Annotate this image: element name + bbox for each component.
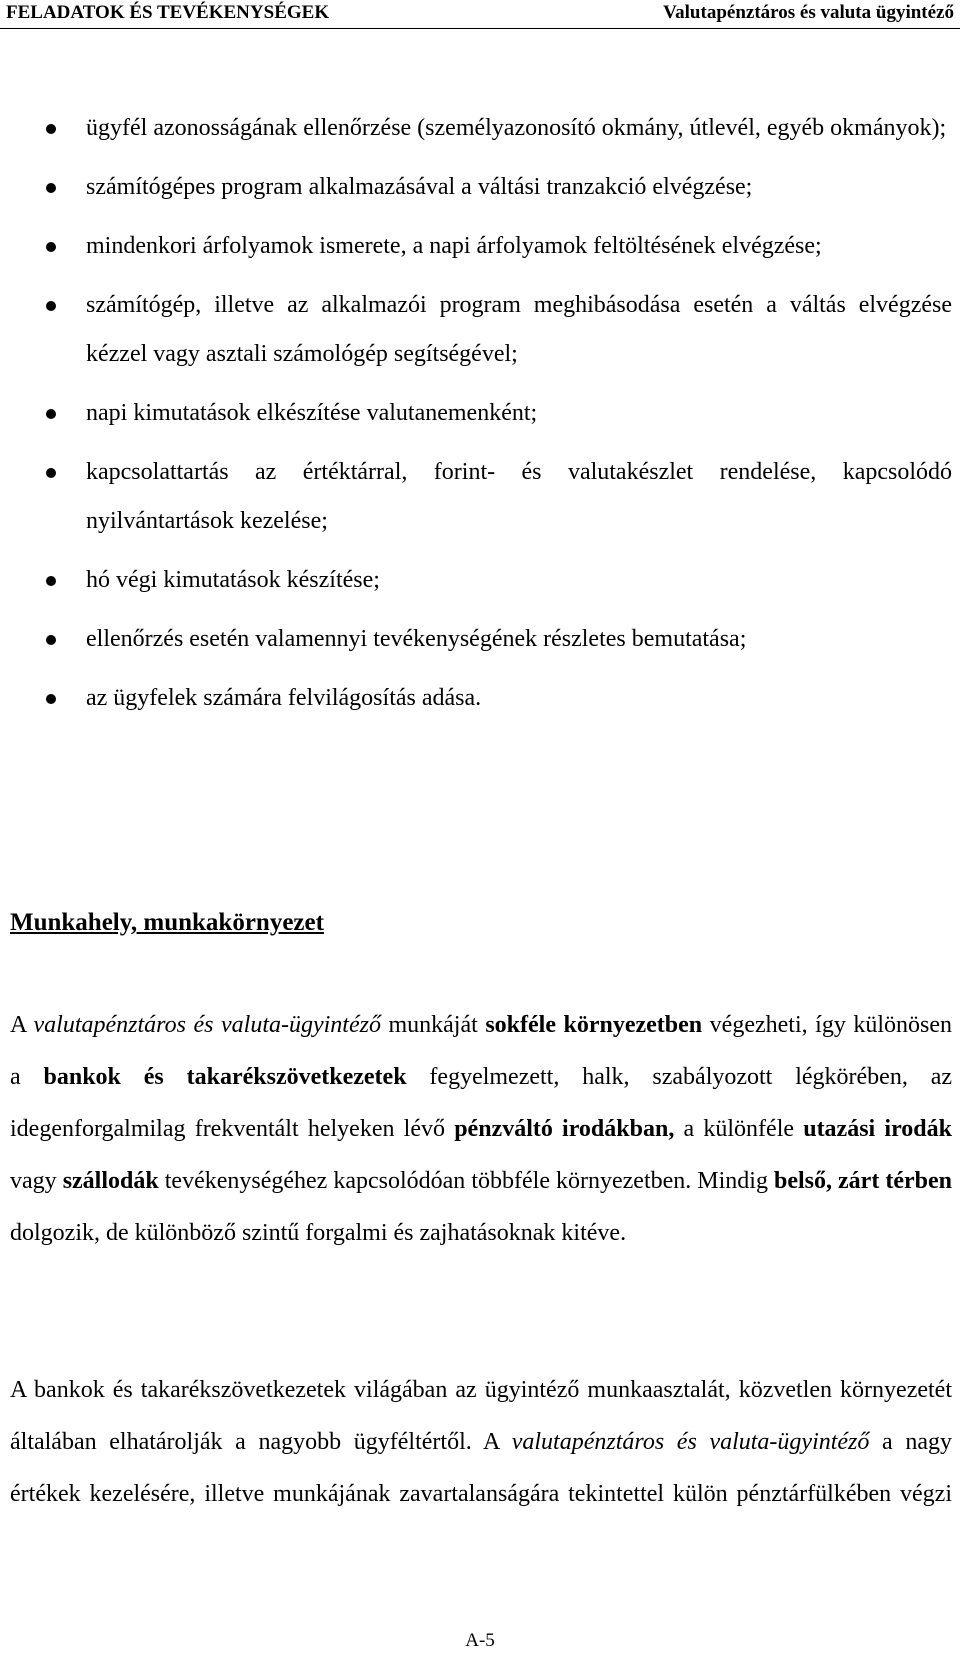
- list-item: ügyfél azonosságának ellenőrzése (személyazonosító okmány, útlevél, egyéb okmányok);: [0, 104, 960, 153]
- section-heading: Munkahely, munkakörnyezet: [10, 909, 324, 936]
- bullet-icon: [46, 301, 56, 311]
- header-document-title: Valutapénztáros és valuta ügyintéző: [663, 2, 954, 23]
- list-item: az ügyfelek számára felvilágosítás adása.: [0, 674, 960, 723]
- bullet-icon: [46, 694, 56, 704]
- list-item: mindenkori árfolyamok ismerete, a napi árfolyamok feltöltésének elvégzése;: [0, 222, 960, 271]
- bullet-icon: [46, 124, 56, 134]
- list-item: számítógépes program alkalmazásával a váltási tranzakció elvégzése;: [0, 163, 960, 212]
- bullet-icon: [46, 576, 56, 586]
- bullet-icon: [46, 635, 56, 645]
- page-number: A-5: [465, 1630, 495, 1651]
- bullet-icon: [46, 468, 56, 478]
- list-item: kapcsolattartás az értéktárral, forint- és valutakészlet rendelése, kapcsolódó nyilvántartások kezelése;: [0, 448, 960, 546]
- header-section-title: FELADATOK ÉS TEVÉKENYSÉGEK: [6, 2, 330, 23]
- list-item: számítógép, illetve az alkalmazói program meghibásodása esetén a váltás elvégzése kézzel vagy asztali számológép segítségével;: [0, 281, 960, 379]
- paragraph-workplace: A valutapénztáros és valuta-ügyintéző munkáját sokféle környezetben végezheti, így különösen a bankok és takarékszövetkezetek fegyelmezett, halk, szabályozott légkörében, az idegenforgalmilag frekventált helyeken lévő pénzváltó irodákban, a különféle utazási irodák vagy szállodák tevékenységéhez kapcsolódóan többféle környezetben. Mindig belső, zárt térben dolgozik, de különböző szintű forgalmi és zajhatásoknak kitéve.: [10, 1012, 953, 1246]
- paragraph-banks: A bankok és takarékszövetkezetek világában az ügyintéző munkaasztalát, közvetlen környezetét általában elhatárolják a nagyobb ügyféltértől. A valutapénztáros és valuta-ügyintéző a nagy értékek kezelésére, illetve munkájának zavartalanságára tekintettel külön pénztárfülkében végzi: [10, 1377, 953, 1507]
- list-item: ellenőrzés esetén valamennyi tevékenységének részletes bemutatása;: [0, 615, 960, 664]
- bullet-icon: [46, 409, 56, 419]
- task-list: [0, 104, 960, 733]
- page-header: [0, 0, 960, 29]
- bullet-icon: [46, 183, 56, 193]
- bullet-icon: [46, 242, 56, 252]
- list-item: napi kimutatások elkészítése valutanemenként;: [0, 389, 960, 438]
- list-item: hó végi kimutatások készítése;: [0, 556, 960, 605]
